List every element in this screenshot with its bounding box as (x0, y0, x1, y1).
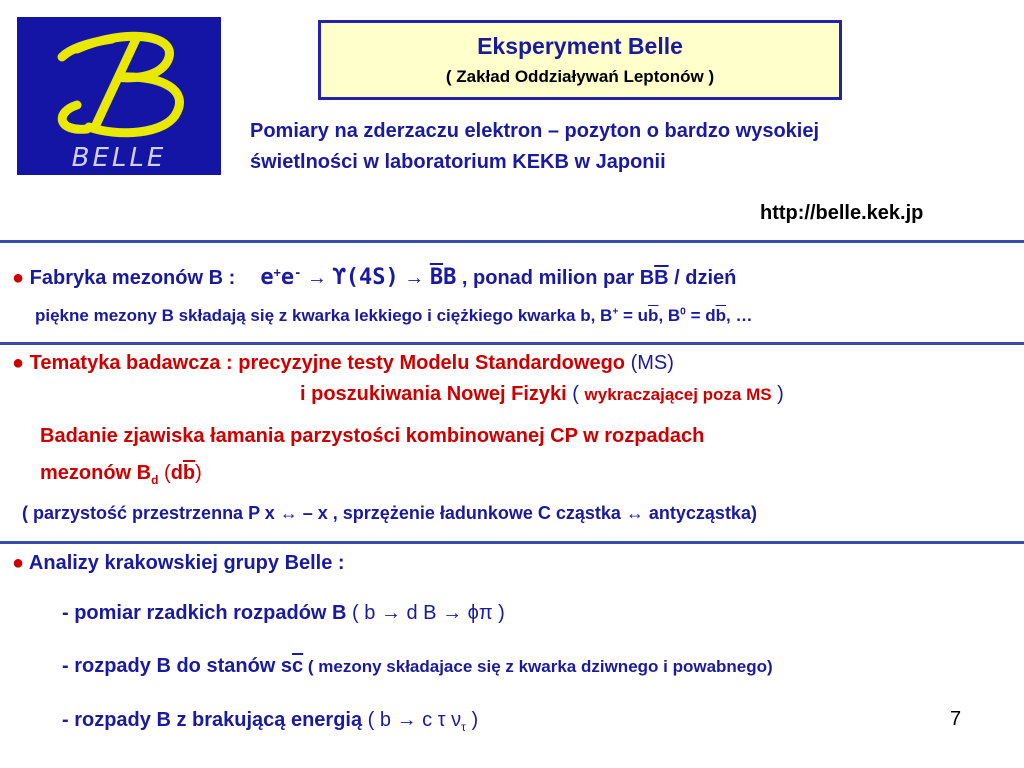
fabryka-line-2 (35, 306, 752, 326)
item3-close: ) (465, 709, 479, 731)
tematyka-line-1 (12, 352, 674, 375)
tematyka-heading: Tematyka badawcza : precyzyjne testy Modelu Standardowego (29, 352, 626, 374)
quark-bbar-2: $\overline{b}$ (715, 306, 726, 325)
cp-d: d (170, 462, 183, 484)
belle-logo (17, 17, 221, 175)
paren-open: ( (566, 383, 585, 405)
paren-close: ) (771, 383, 784, 405)
item2-cbar: $\overline{c}$ (292, 655, 304, 677)
analizy-item-3 (62, 709, 478, 734)
item3-label: - rozpady B z brakującą energią (62, 709, 363, 731)
quark-text-c: , B (658, 306, 681, 325)
tematyka-ms: (MS) (625, 352, 674, 374)
eq-plus: + (273, 265, 281, 280)
analizy-item-2 (62, 655, 773, 678)
divider-1 (0, 240, 1024, 243)
item1-formula: ( b → d B → ϕπ ) (346, 602, 505, 624)
quark-sup-plus: + (612, 306, 619, 318)
page-number: 7 (950, 708, 962, 730)
fabryka-label: Fabryka mezonów B : (29, 267, 236, 289)
cp-line-2 (40, 462, 202, 487)
divider-2 (0, 342, 1024, 345)
bullet-icon: ● (12, 267, 25, 289)
quark-text-d: = d (685, 306, 716, 325)
quark-bbar-1: $\overline{b}$ (648, 306, 659, 325)
item2-label: - rozpady B do stanów s (62, 655, 293, 677)
divider-3 (0, 541, 1024, 544)
eq-e: e (260, 265, 274, 290)
fabryka-tail-2: / dzień (668, 267, 737, 289)
bullet-icon: ● (12, 552, 25, 574)
bullet-icon: ● (12, 352, 25, 374)
cp-sub-d: d (151, 473, 159, 487)
logo-text: BELLE (71, 143, 167, 173)
title-box (318, 20, 842, 100)
analizy-header (12, 552, 345, 575)
parity-line: ( parzystość przestrzenna P x ↔ – x , sprzężenie ładunkowe C cząstka ↔ antycząstka) (22, 503, 757, 523)
quark-text-b: = u (618, 306, 649, 325)
tematyka-line-2 (300, 383, 784, 406)
poza-ms: wykraczającej poza MS (584, 385, 772, 404)
arrow-1: → (306, 267, 327, 289)
page-title: Eksperyment Belle (477, 33, 683, 59)
page-subtitle: ( Zakład Oddziaływań Leptonów ) (445, 67, 715, 86)
item3-sub-tau: τ (461, 720, 466, 734)
cp-bbar: $\overline{b}$ (182, 462, 196, 484)
fabryka-tail-bbar: $\overline{B}$ (654, 267, 669, 289)
eq-minus: - (294, 265, 302, 280)
intro-line-1: Pomiary na zderzaczu elektron – pozyton o bardzo wysokiej (250, 120, 820, 142)
intro-line-2: świetlności w laboratorium KEKB w Japonii (250, 151, 666, 173)
eq-b: B (443, 265, 457, 290)
arrow-2: → (404, 267, 425, 289)
eq-e2: e (280, 265, 295, 290)
item2-note: ( mezony składajace się z kwarka dziwnego i powabnego) (303, 657, 773, 676)
quark-sup-0: 0 (680, 306, 686, 318)
quark-text-a: piękne mezony B składają się z kwarka lekkiego i ciężkiego kwarka b, B (35, 306, 613, 325)
fabryka-tail-1: , ponad milion par B (461, 267, 655, 289)
eq-upsilon: ϒ(4S) (332, 265, 399, 290)
eq-bbar: $\overline{B}$ (429, 265, 444, 290)
item1-label: - pomiar rzadkich rozpadów B (62, 602, 347, 624)
belle-url-link[interactable]: http://belle.kek.jp (760, 202, 924, 224)
cp-mezonow: mezonów B (40, 462, 152, 484)
fabryka-line (12, 265, 736, 290)
analizy-title: Analizy krakowskiej grupy Belle : (24, 552, 345, 574)
analizy-item-1 (62, 602, 505, 625)
item3-formula: ( b → c τ ν (362, 709, 462, 731)
cp-line-1: Badanie zjawiska łamania parzystości kombinowanej CP w rozpadach (40, 425, 705, 447)
cp-close: ) (195, 462, 202, 484)
quark-text-e: , … (726, 306, 753, 325)
nowa-fizyka: i poszukiwania Nowej Fizyki (300, 383, 567, 405)
cp-open: ( (158, 462, 171, 484)
